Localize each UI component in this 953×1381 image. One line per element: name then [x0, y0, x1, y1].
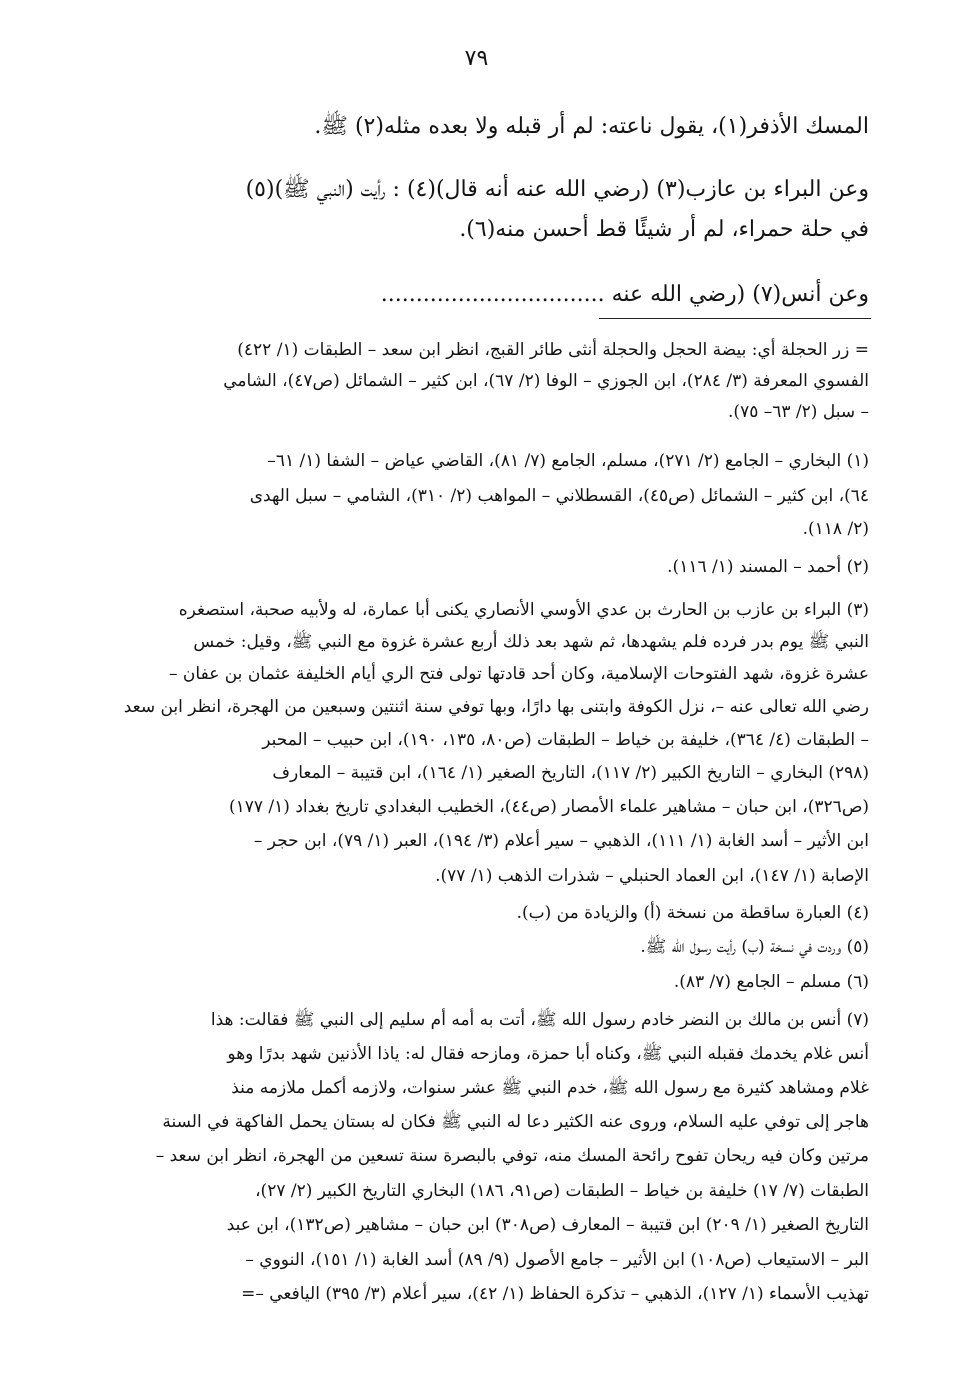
- main-text-line: وعن أنس(٧) (رضي الله عنه ................................: [380, 282, 869, 307]
- footnote-line: = زر الحجلة أي: بيضة الحجل والحجلة أنثى طائر القبج، انظر ابن سعد – الطبقات (١/ ٤٢٢): [237, 340, 869, 360]
- footnote-line: (٢/ ١١٨).: [802, 519, 869, 539]
- footnote-line: غلام ومشاهد كثيرة مع رسول الله ﷺ، خدم النبي ﷺ عشر سنوات، ولازمه أكمل ملازمه منذ: [231, 1078, 869, 1098]
- footnote-line: ابن الأثير – أسد الغابة (١/ ١١١)، الذهبي – سير أعلام (٣/ ١٩٤)، العبر (١/ ٧٩)، ابن حجر –: [253, 831, 869, 851]
- footnote-line: (١) البخاري – الجامع (٢/ ٢٧١)، مسلم، الجامع (٧/ ٨١)، القاضي عياض – الشفا (١/ ٦١–: [267, 451, 869, 471]
- footnote-line: الفسوي المعرفة (٣/ ٢٨٤)، ابن الجوزي – الوفا (٢/ ٦٧)، ابن كثير – الشمائل (ص٤٧)، الشامي: [223, 371, 869, 391]
- footnote-line: ٦٤)، ابن كثير – الشمائل (ص٤٥)، القسطلاني – المواهب (٢/ ٣١٠)، الشامي – سبل الهدى: [249, 486, 869, 506]
- footnote-line: النبي ﷺ يوم بدر فرده فلم يشهدها، ثم شهد بعد ذلك أربع عشرة غزوة مع النبي ﷺ، وقيل: خمس: [193, 632, 869, 652]
- main-text-line: وعن البراء بن عازب(٣) (رضي الله عنه أنه قال)(٤) : رأيت (النبي ﷺ)(٥): [245, 177, 869, 202]
- footnote-separator: [599, 318, 871, 319]
- page-number: ٧٩: [464, 46, 489, 71]
- footnote-line: (٤) العبارة ساقطة من نسخة (أ) والزيادة من (ب).: [516, 903, 869, 923]
- footnote-line: (٧) أنس بن مالك بن النضر خادم رسول الله ﷺ، أتت به أمه أم سليم إلى النبي ﷺ فقالت: هذا: [210, 1010, 869, 1030]
- footnote-line: تهذيب الأسماء (١/ ١٢٧)، الذهبي – تذكرة الحفاظ (١/ ٤٢)، سير أعلام (٣/ ٣٩٥) اليافعي –=: [241, 1284, 869, 1304]
- footnote-line: (٥) وردت في نسخة (ب) رأيت رسول الله ﷺ.: [640, 937, 869, 957]
- footnote-line: (٣) البراء بن عازب بن الحارث بن عدي الأوسي الأنصاري يكنى أبا عمارة، له ولأبيه صحبة، استصغره: [178, 600, 869, 620]
- footnote-line: (ص٣٢٦)، ابن حبان – مشاهير علماء الأمصار (ص٤٤)، الخطيب البغدادي تاريخ بغداد (١/ ١٧٧): [228, 797, 869, 817]
- main-text-line: المسك الأذفر(١)، يقول ناعته: لم أر قبله ولا بعده مثله(٢) ﷺ.: [314, 114, 869, 139]
- footnote-line: هاجر إلى توفي عليه السلام، وروى عنه الكثير دعا له النبي ﷺ فكان له بستان يحمل الفاكهة في السنة: [162, 1112, 869, 1132]
- footnote-line: التاريخ الصغير (١/ ٢٠٩) ابن قتيبة – المعارف (ص٣٠٨) ابن حبان – مشاهير (ص١٣٢)، ابن عبد: [226, 1215, 869, 1235]
- footnote-line: رضي الله تعالى عنه –، نزل الكوفة وابتنى بها دارًا، وبها توفي سنة اثنتين وسبعين من الهجرة، انظر ابن سعد: [123, 697, 869, 717]
- footnote-line: عشرة غزوة، شهد الفتوحات الإسلامية، وكان أحد قادتها تولى فتح الري أيام الخليفة عثمان بن عفان –: [169, 664, 869, 684]
- footnote-line: الإصابة (١/ ١٤٧)، ابن العماد الحنبلي – شذرات الذهب (١/ ٧٧).: [435, 866, 869, 886]
- footnote-line: – الطبقات (٤/ ٣٦٤)، خليفة بن خياط – الطبقات (ص٨٠، ١٣٥، ١٩٠)، ابن حبيب – المحبر: [262, 730, 869, 750]
- footnote-line: (٢) أحمد – المسند (١/ ١١٦).: [667, 557, 869, 577]
- main-text-line: في حلة حمراء، لم أر شيئًا قط أحسن منه(٦).: [459, 217, 869, 242]
- footnote-line: (٢٩٨) البخاري – التاريخ الكبير (٢/ ١١٧)، التاريخ الصغير (١/ ١٦٤)، ابن قتيبة – المعارف: [272, 763, 869, 783]
- footnote-line: الطبقات (٧/ ١٧) خليفة بن خياط – الطبقات (ص٩١، ١٨٦) البخاري التاريخ الكبير (٢/ ٢٧)،: [255, 1181, 869, 1201]
- footnote-line: أنس غلام يخدمك فقبله النبي ﷺ، وكناه أبا حمزة، ومازحه فقال له: ياذا الأذنين شهد بدرًا وهو: [227, 1044, 869, 1064]
- footnote-line: البر – الاستيعاب (ص١٠٨) ابن الأثير – جامع الأصول (٩/ ٨٩) أسد الغابة (١/ ١٥١)، النووي –: [245, 1250, 869, 1270]
- footnote-line: – سبل (٢/ ٦٣– ٧٥).: [728, 402, 869, 422]
- footnote-line: (٦) مسلم – الجامع (٧/ ٨٣).: [673, 972, 869, 992]
- footnote-line: مرتين وكان فيه ريحان تفوح رائحة المسك منه، توفي بالبصرة سنة تسعين من الهجرة، انظر ابن سعد –: [155, 1146, 869, 1166]
